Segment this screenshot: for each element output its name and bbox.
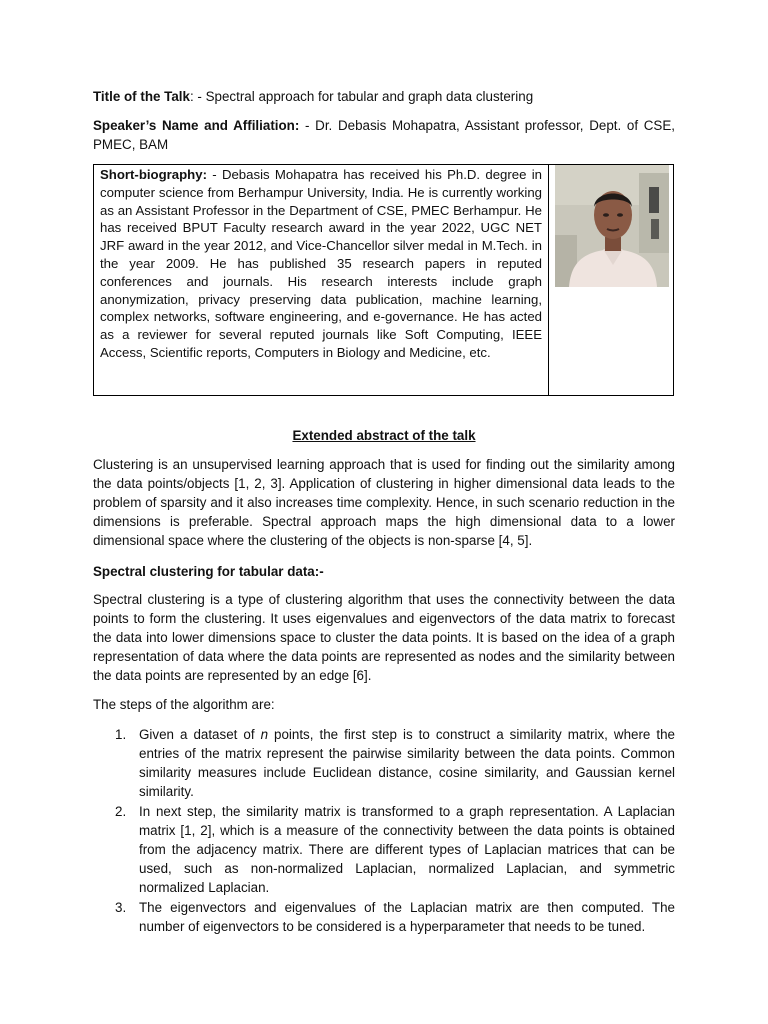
short-biography xyxy=(100,166,542,362)
list-item-text: The eigenvectors and eigenvalues of the Laplacian matrix are then computed. The number of eigenvectors to be considered is a hyperparameter that needs to be tuned. xyxy=(139,900,675,934)
list-item-text-pre: Given a dataset of xyxy=(139,727,261,742)
speaker-text: - Dr. Debasis Mohapatra, Assistant professor, Dept. of CSE, PMEC, BAM xyxy=(93,118,676,152)
list-number: 3. xyxy=(115,900,127,915)
list-item-text xyxy=(139,725,675,801)
talk-title-label: Title of the Talk xyxy=(93,89,190,104)
speaker-label: Speaker’s Name and Affiliation: xyxy=(93,118,300,133)
bio-table xyxy=(93,164,674,396)
steps-intro: The steps of the algorithm are: xyxy=(93,697,275,712)
list-item-text-em: n xyxy=(260,727,269,742)
speaker-affiliation xyxy=(93,116,675,154)
talk-title-text: : - Spectral approach for tabular and graph data clustering xyxy=(189,89,534,104)
bio-body: - Debasis Mohapatra has received his Ph.D. degree in computer science from Berhampur University, India. He is currently working as an Assistant Professor in the Department of CSE, PMEC Berhampur. He has received BPUT Faculty research award in the year 2022, UGC NET JRF award in the year 2012, and Vice-Chancellor silver medal in M.Tech. in the year 2009. He has published 35 research papers in reputed conferences and journals. His research interests include graph anonymization, privacy preserving data publication, machine learning, complex networks, software engineering, and e-governance. He has acted as a reviewer for several reputed journals like Soft Computing, IEEE Access, Scientific reports, Computers in Biology and Medicine, etc. xyxy=(100,167,542,360)
table-divider xyxy=(548,165,549,395)
bio-label: Short-biography: xyxy=(100,167,207,182)
abstract-paragraph-1: Clustering is an unsupervised learning approach that is used for finding out the similarity among the data points/objects [1, 2, 3]. Application of clustering in higher dimensional data leads to the problem of sparsity and it also increases time complexity. Hence, in such scenario reduction in the dimensions is preferable. Spectral approach maps the high dimensional data to a lower dimensional space where the clustering of the objects is non-sparse [4, 5]. xyxy=(93,457,675,548)
list-number: 2. xyxy=(115,804,127,819)
abstract-heading: Extended abstract of the talk xyxy=(292,428,476,443)
speaker-photo xyxy=(555,165,669,287)
section-subheading: Spectral clustering for tabular data:- xyxy=(93,564,324,579)
list-number: 1. xyxy=(115,727,127,742)
list-item-text: In next step, the similarity matrix is transformed to a graph representation. A Laplacian matrix [1, 2], which is a measure of the connectivity between the data points is obtained from the adjacency matrix. There are different types of Laplacian matrices that can be used, such as non-normalized Laplacian, normalized Laplacian, and symmetric normalized Laplacian. xyxy=(139,804,675,895)
talk-title xyxy=(93,87,675,106)
abstract-paragraph-2: Spectral clustering is a type of clustering algorithm that uses the connectivity between the data points to form the clustering. It uses eigenvalues and eigenvectors of the data matrix to forecast the data into lower dimensions space to cluster the data points. It is based on the idea of a graph representation of data where the data points are represented as nodes and the similarity between the data points are represented by an edge [6]. xyxy=(93,592,675,683)
list-item-text-post: points, the first step is to construct a similarity matrix, where the entries of the matrix represent the pairwise similarity between the data points. Common similarity measures include Euclidean distance, cosine similarity, and Gaussian kernel similarity. xyxy=(139,727,675,799)
